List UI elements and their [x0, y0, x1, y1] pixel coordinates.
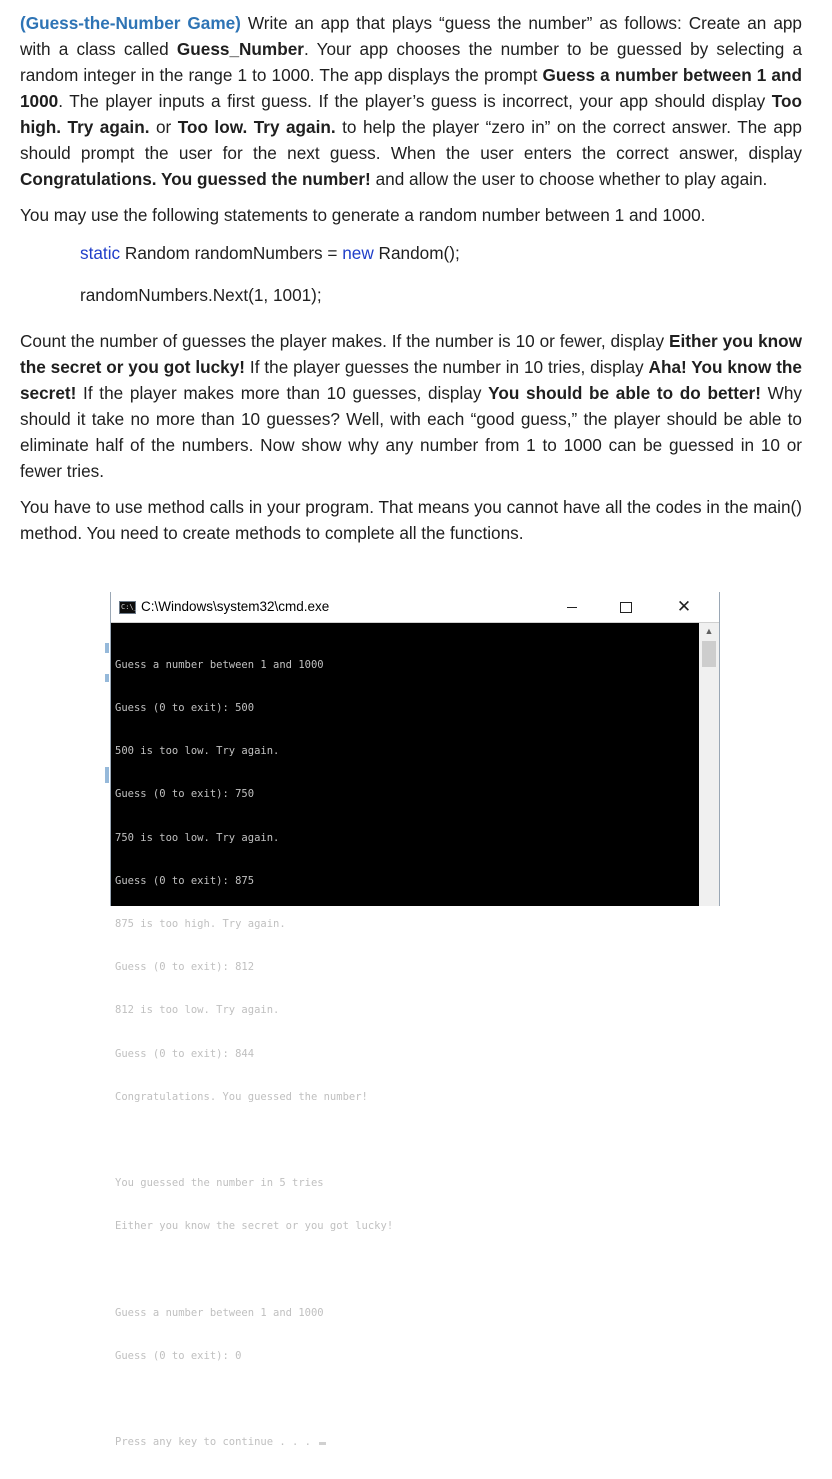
do-better-text: You should be able to do better! — [488, 383, 761, 403]
console-line: 875 is too high. Try again. — [115, 918, 286, 931]
console-line: Guess (0 to exit): 500 — [115, 702, 255, 715]
console-line — [115, 1263, 695, 1277]
too-high-text: Too high. Try again. — [20, 91, 802, 137]
paragraph-random-hint: You may use the following statements to generate a random number between 1 and 1000. — [20, 205, 706, 225]
console-line — [115, 1133, 695, 1147]
paragraph-intro: (Guess-the-Number Game) Write an app that plays “guess the number” as follows: Create an app with a class called Guess_Number. Your app chooses the number to be guessed by selecting a random integer in the range 1 to 1000. The app displays the prompt Guess a number between 1 and 1000. The player inputs a first guess. If the player’s guess is incorrect, your app should display Too high. Try again. or Too low. Try again. to help the player “zero in” on the correct answer. The app should prompt the user for the next guess. When the user enters the correct answer, display Congratulations. You guessed the number! and allow the user to choose whether to play again. — [20, 13, 802, 189]
scroll-up-arrow-icon[interactable]: ▲ — [704, 626, 714, 636]
console-line: 812 is too low. Try again. — [115, 1004, 280, 1017]
too-low-text: Too low. Try again. — [177, 117, 336, 137]
keyword-static: static — [80, 243, 121, 263]
console-line: Guess (0 to exit): 750 — [115, 788, 255, 801]
console-line: Guess (0 to exit): 0 — [115, 1350, 242, 1363]
console-line: Guess (0 to exit): 844 — [115, 1047, 255, 1060]
console-line: Congratulations. You guessed the number! — [115, 1090, 368, 1103]
console-line: Guess (0 to exit): 875 — [115, 874, 255, 887]
console-window — [110, 592, 720, 1449]
minimize-button[interactable] — [549, 592, 595, 622]
cmd-icon: C:\_ — [119, 601, 136, 614]
console-line: Guess a number between 1 and 1000 — [115, 658, 324, 671]
console-titlebar[interactable] — [111, 592, 719, 623]
maximize-button[interactable] — [603, 592, 649, 622]
maximize-icon — [620, 602, 632, 613]
paragraph-guess-count: Count the number of guesses the player makes. If the number is 10 or fewer, display Either you know the secret or you got lucky! If the player guesses the number in 10 tries, display Aha! You know the secret! If the player makes more than 10 guesses, display You should be able to do better! Why should it take no more than 10 guesses? Well, with each “good guess,” the player should be able to eliminate half of the numbers. Now show why any number from 1 to 1000 can be guessed in 10 or fewer tries. — [20, 331, 803, 481]
problem-statement — [20, 10, 802, 546]
vertical-scrollbar[interactable] — [699, 623, 719, 906]
prompt-text: Guess a number between 1 and 1000 — [20, 65, 802, 111]
console-line: 500 is too low. Try again. — [115, 745, 280, 758]
console-line: Guess a number between 1 and 1000 — [115, 1306, 324, 1319]
margin-mark — [105, 643, 109, 653]
minimize-icon — [567, 607, 577, 608]
lucky-text: Either you know the secret or you got lucky! — [20, 331, 803, 377]
console-output — [115, 629, 695, 1479]
console-line — [115, 1392, 695, 1406]
text-cursor — [319, 1442, 326, 1445]
console-prompt-line: Press any key to continue . . . — [115, 1435, 695, 1449]
console-line: Guess (0 to exit): 812 — [115, 961, 255, 974]
keyword-new: new — [342, 243, 374, 263]
scrollbar-thumb[interactable] — [702, 641, 716, 667]
paragraph-methods: You have to use method calls in your program. That means you cannot have all the codes in the main() method. You need to create methods to complete all the functions. — [20, 497, 802, 543]
code-line-2: randomNumbers.Next(1, 1001); — [80, 285, 322, 305]
window-title: C:\Windows\system32\cmd.exe — [141, 599, 330, 614]
console-line: You guessed the number in 5 tries — [115, 1177, 324, 1190]
code-snippet — [80, 242, 802, 306]
console-line: 750 is too low. Try again. — [115, 831, 280, 844]
margin-mark — [105, 674, 109, 682]
class-name: Guess_Number — [176, 39, 304, 59]
aha-text: Aha! You know the secret! — [20, 357, 802, 403]
problem-title: (Guess-the-Number Game) — [20, 13, 241, 33]
code-line-1: static Random randomNumbers = new Random(); — [80, 243, 460, 263]
close-button[interactable]: ✕ — [676, 597, 692, 616]
congratulations-text: Congratulations. You guessed the number! — [20, 169, 371, 189]
console-line: Either you know the secret or you got lucky! — [115, 1220, 394, 1233]
margin-mark — [105, 767, 109, 783]
